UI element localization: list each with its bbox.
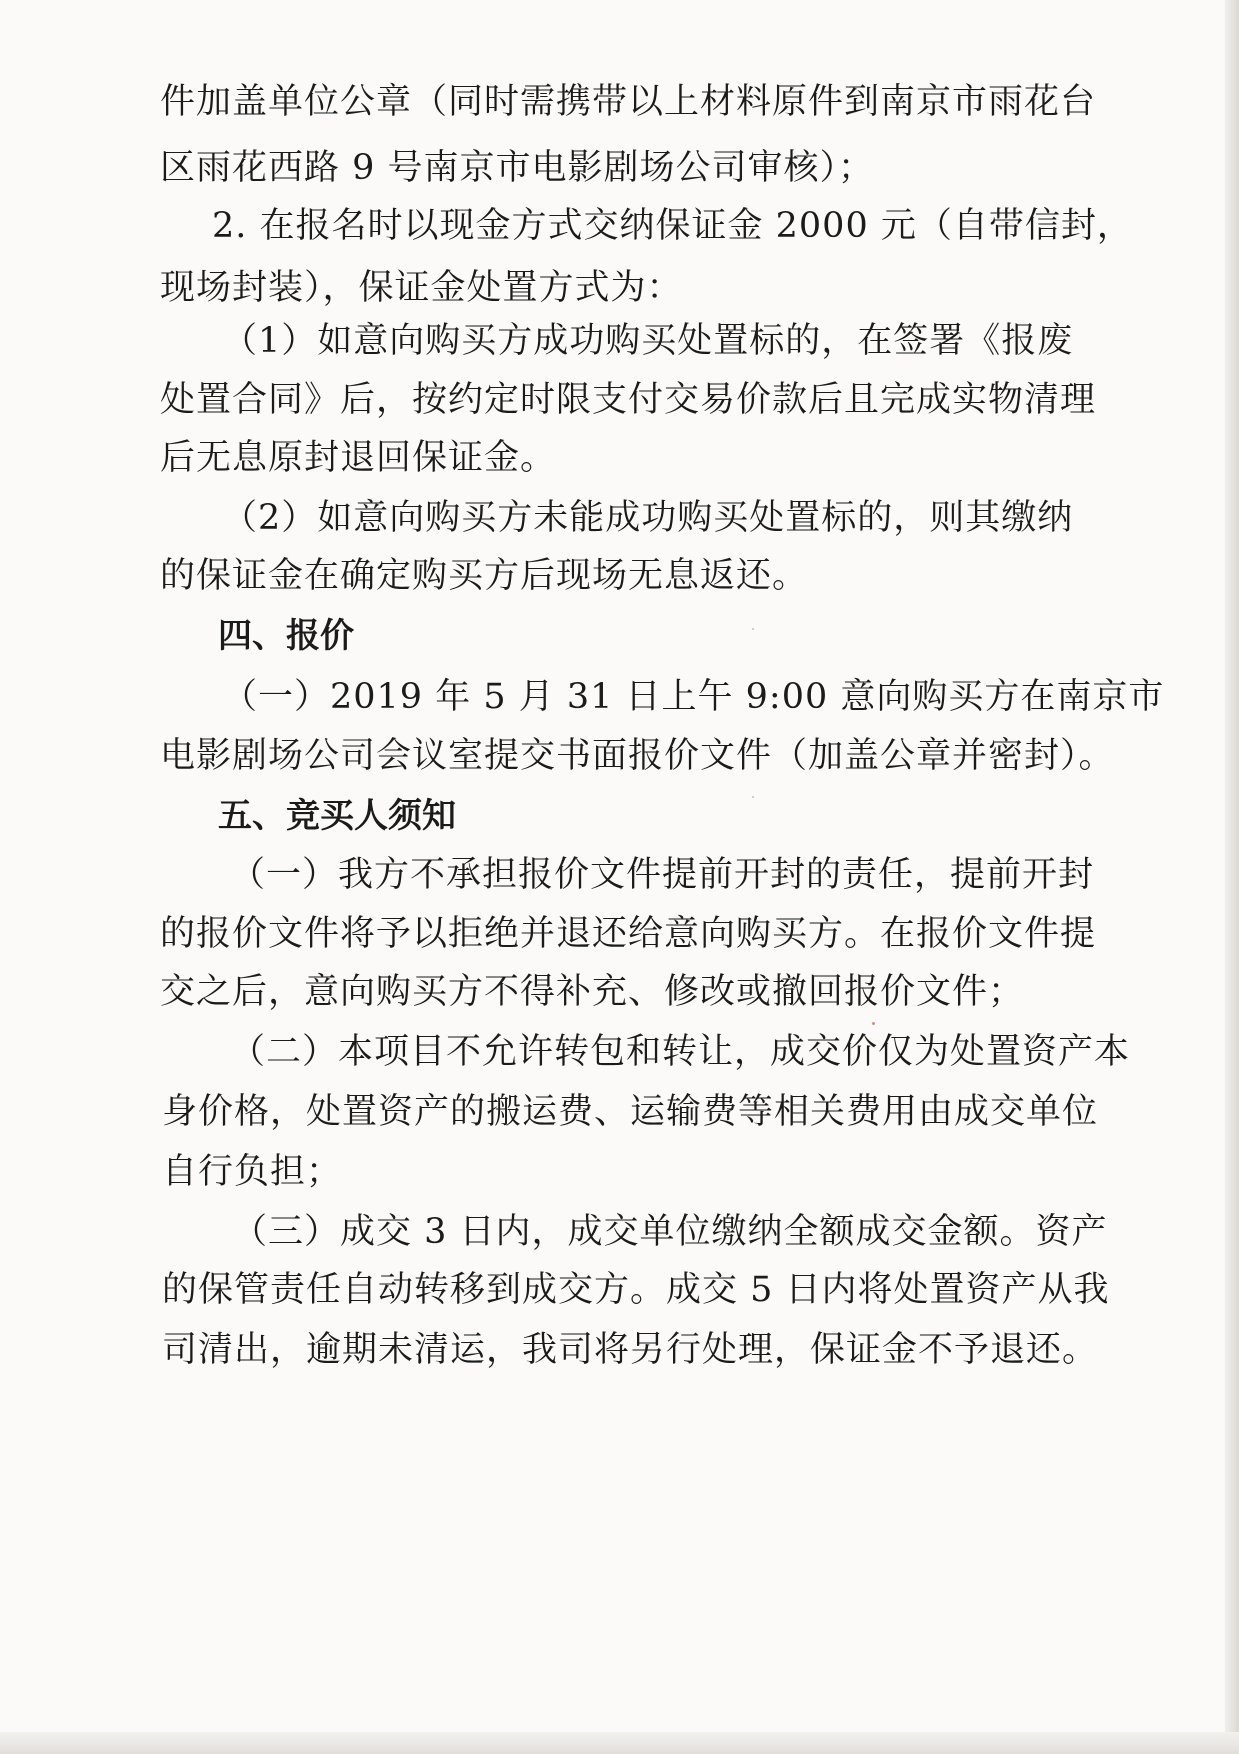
text-line: 的报价文件将予以拒绝并退还给意向购买方。在报价文件提 [160, 914, 1097, 954]
text-line: （三）成交 3 日内，成交单位缴纳全额成交金额。资产 [232, 1212, 1108, 1252]
text-line: 现场封装），保证金处置方式为： [160, 268, 683, 308]
text-line: 件加盖单位公章（同时需携带以上材料原件到南京市雨花台 [160, 82, 1097, 122]
section-heading-bidder-notice: 五、竞买人须知 [218, 796, 456, 836]
text-line: 区雨花西路 9 号南京市电影剧场公司审核）； [160, 148, 875, 188]
page-edge-shadow [1225, 0, 1239, 1754]
text-line: （二）本项目不允许转包和转让，成交价仅为处置资产本 [230, 1032, 1131, 1072]
text-line: 后无息原封退回保证金。 [160, 438, 557, 478]
ink-speck [872, 1022, 875, 1025]
text-line: 交之后，意向购买方不得补充、修改或撤回报价文件； [160, 972, 1025, 1012]
text-line: 身价格，处置资产的搬运费、运输费等相关费用由成交单位 [162, 1092, 1099, 1132]
text-line: 的保管责任自动转移到成交方。成交 5 日内将处置资产从我 [162, 1270, 1110, 1310]
text-line: 电影剧场公司会议室提交书面报价文件（加盖公章并密封）。 [160, 736, 1115, 776]
text-line: 自行负担； [162, 1152, 343, 1192]
scan-speck [752, 796, 754, 798]
text-line: （一）2019 年 5 月 31 日上午 9:00 意向购买方在南京市 [222, 677, 1165, 717]
text-line: （1）如意向购买方成功购买处置标的，在签署《报废 [222, 321, 1074, 361]
scan-speck [752, 628, 754, 630]
text-line: 2. 在报名时以现金方式交纳保证金 2000 元（自带信封， [212, 206, 1133, 246]
text-line: 的保证金在确定购买方后现场无息返还。 [160, 556, 809, 596]
section-heading-quote: 四、报价 [218, 616, 354, 656]
text-line: 处置合同》后，按约定时限支付交易价款后且完成实物清理 [160, 380, 1097, 420]
text-line: 司清出，逾期未清运，我司将另行处理，保证金不予退还。 [162, 1330, 1099, 1370]
text-line: （一）我方不承担报价文件提前开封的责任，提前开封 [230, 855, 1095, 895]
text-line: （2）如意向购买方未能成功购买处置标的，则其缴纳 [222, 498, 1074, 538]
page-bottom-shadow [0, 1732, 1239, 1754]
